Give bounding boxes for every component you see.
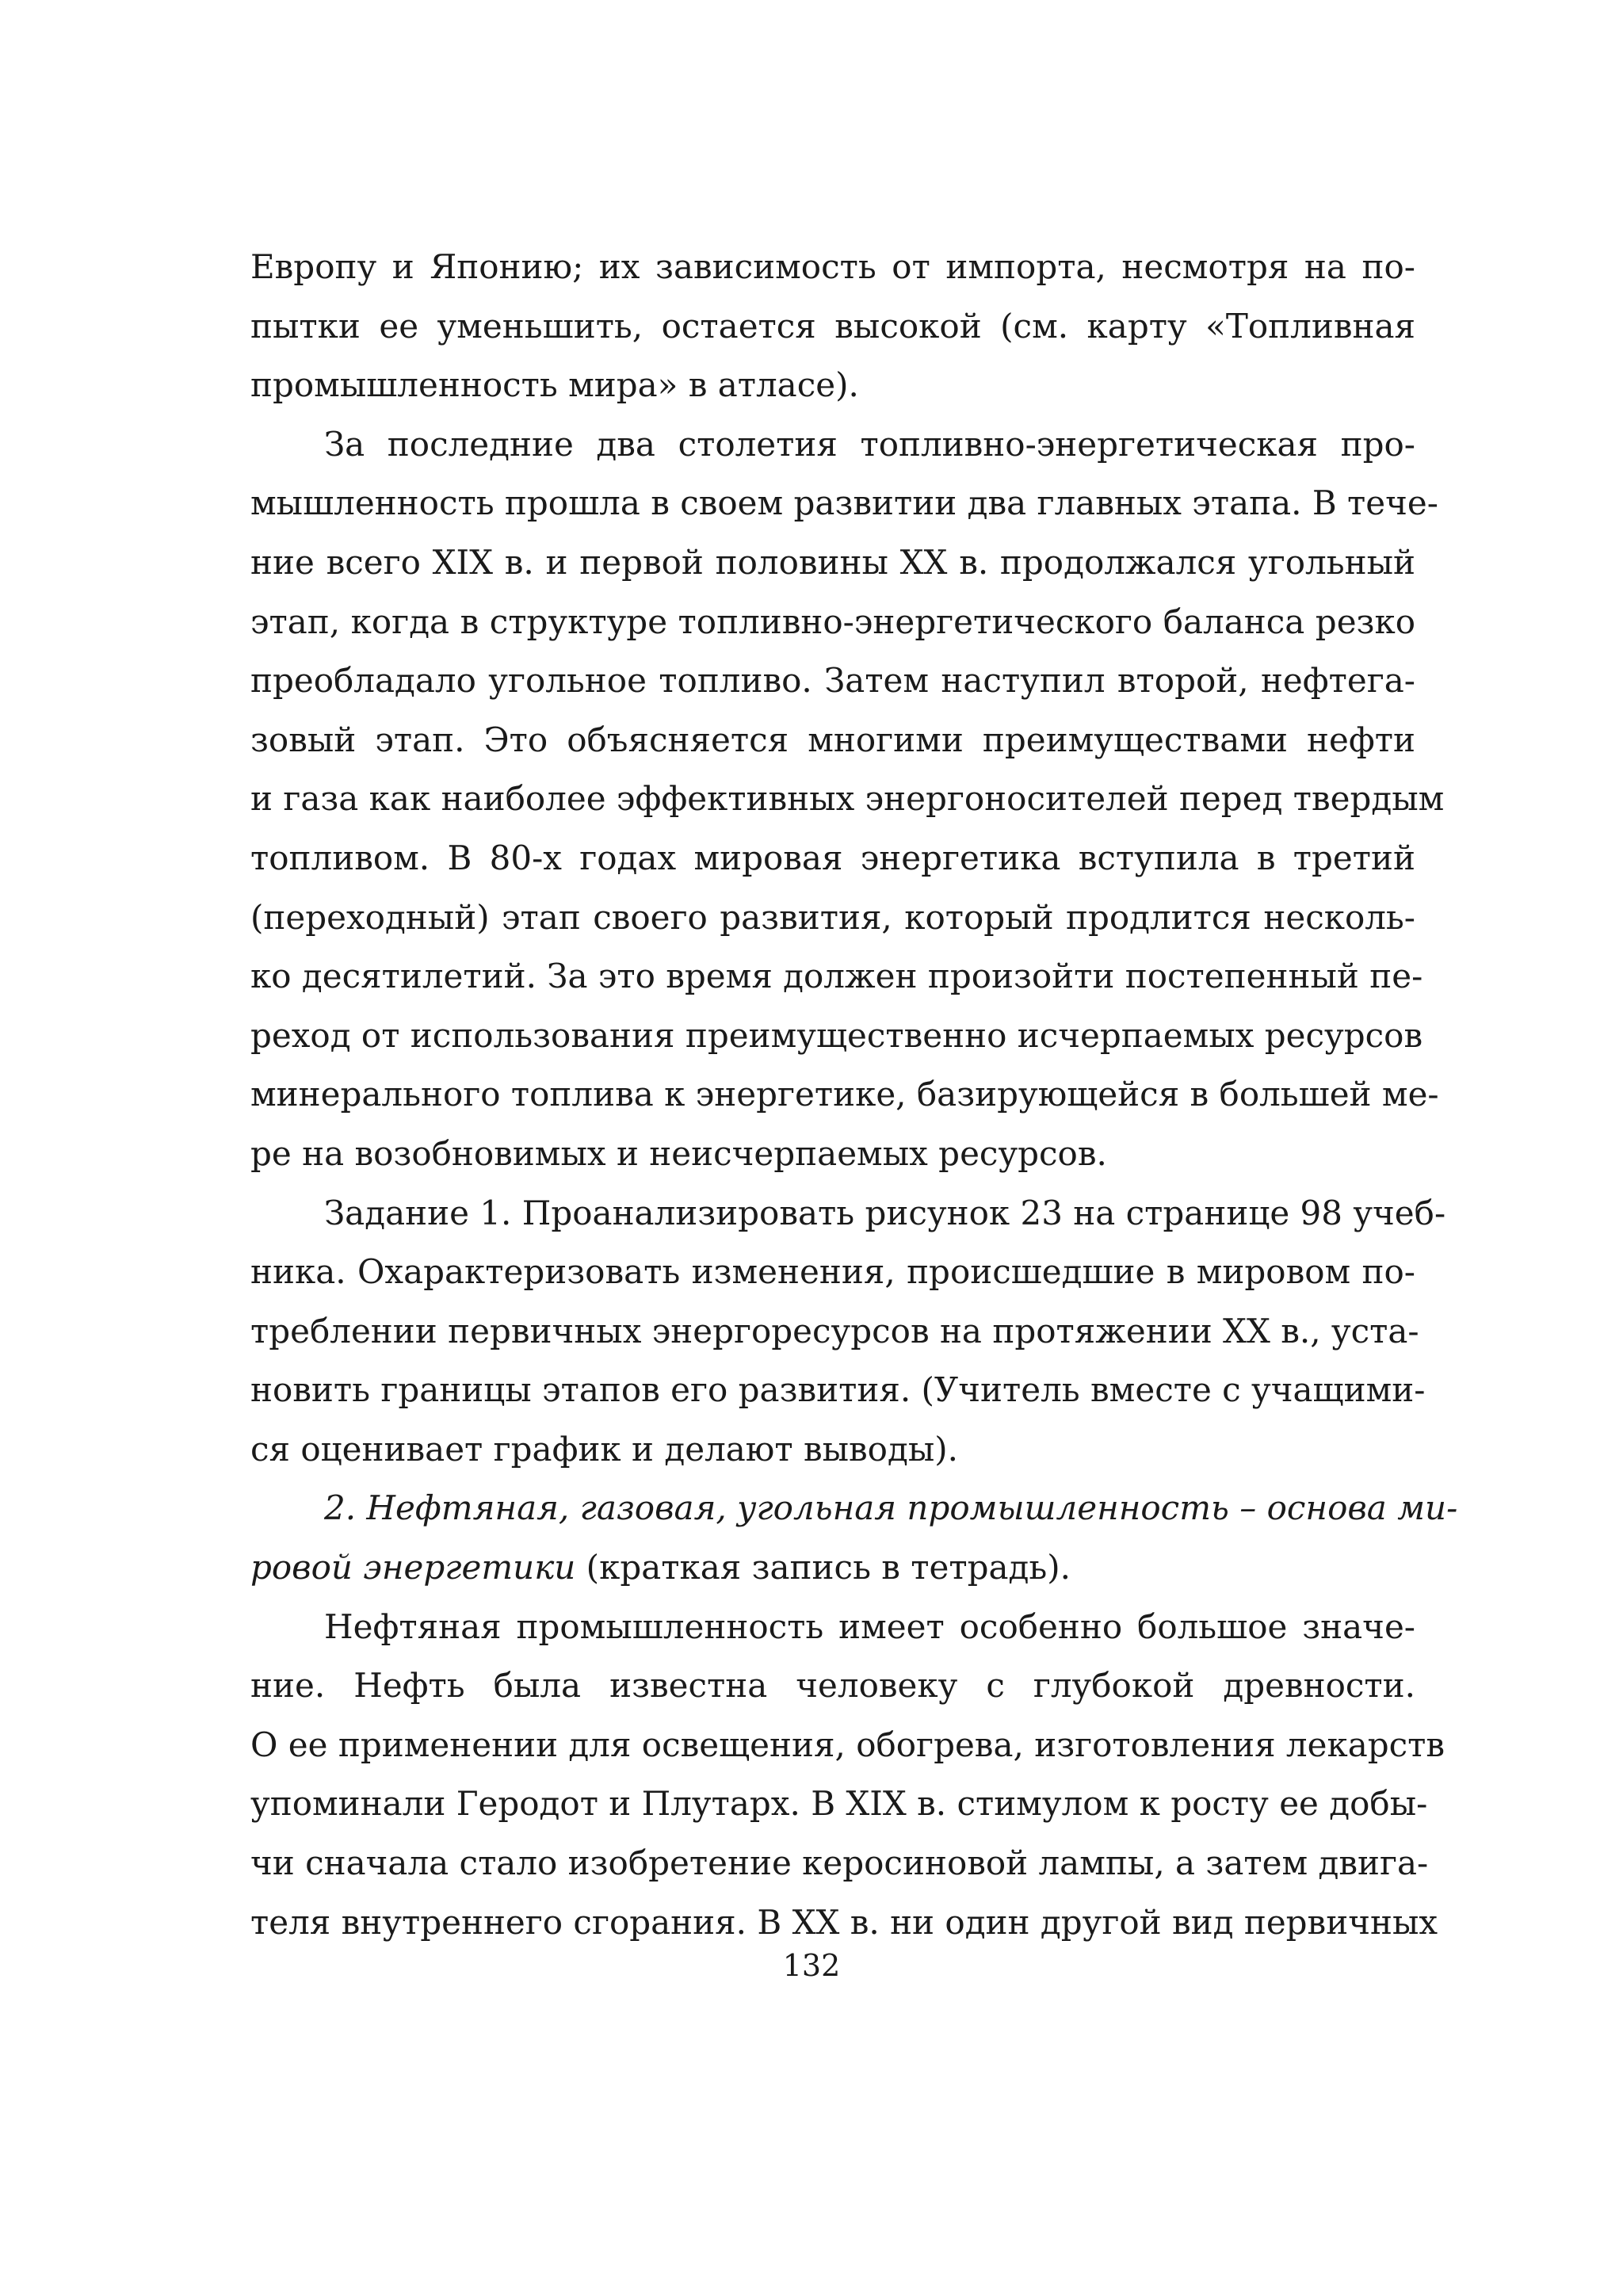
text-line: мышленность прошла в своем развитии два главных этапа. В тече-	[250, 483, 1438, 523]
text-line: О ее применении для освещения, обогрева, изготовления лекарств	[250, 1725, 1445, 1764]
text-line: упоминали Геродот и Плутарх. В XIX в. стимулом к росту ее добы-	[250, 1784, 1428, 1824]
text-line: новить границы этапов его развития. (Учитель вместе с учащими-	[250, 1370, 1426, 1410]
text-line: ние всего XIX в. и первой половины XX в. продолжался угольный	[250, 542, 1415, 582]
text-line: этап, когда в структуре топливно-энергетического баланса резко	[250, 602, 1415, 641]
text-line: ника. Охарактеризовать изменения, происшедшие в мировом по-	[250, 1252, 1415, 1292]
text-line: ре на возобновимых и неисчерпаемых ресурсов.	[250, 1133, 1107, 1173]
text-line	[250, 1538, 1415, 1598]
paragraph	[250, 238, 1415, 415]
text-line: реход от использования преимущественно исчерпаемых ресурсов	[250, 1015, 1423, 1055]
text-line: чи сначала стало изобретение керосиновой лампы, а затем двига-	[250, 1843, 1429, 1883]
text-line: Европу и Японию; их зависимость от импорта, несмотря на по-	[250, 247, 1415, 286]
text-line: (переходный) этап своего развития, который продлится несколь-	[250, 897, 1415, 937]
text-line: зовый этап. Это объясняется многими преимуществами нефти	[250, 720, 1415, 759]
page-body	[250, 238, 1458, 1952]
text-line: минерального топлива к энергетике, базирующейся в большей ме-	[250, 1075, 1439, 1114]
text-line: ко десятилетий. За это время должен произойти постепенный пе-	[250, 957, 1423, 996]
paragraph	[250, 1598, 1445, 1953]
plain-text: (краткая запись в тетрадь).	[575, 1548, 1071, 1587]
text-line: промышленность мира» в атласе).	[250, 365, 859, 405]
italic-text: 2. Нефтяная, газовая, угольная промышленность – основа ми-	[324, 1488, 1458, 1528]
page-number: 132	[782, 1948, 841, 1983]
text-line: пытки ее уменьшить, остается высокой (см. карту «Топливная	[250, 306, 1415, 346]
text-line: и газа как наиболее эффективных энергоносителей перед твердым	[250, 779, 1445, 819]
text-line: ние. Нефть была известна человеку с глубокой древности.	[250, 1666, 1415, 1706]
text-line	[250, 1479, 1458, 1538]
text-line: За последние два столетия топливно-энергетическая про-	[324, 424, 1415, 464]
text-line: топливом. В 80-х годах мировая энергетика вступила в третий	[250, 838, 1415, 877]
paragraph	[250, 1184, 1446, 1480]
text-line: теля внутреннего сгорания. В XX в. ни один другой вид первичных	[250, 1902, 1438, 1942]
text-line: преобладало угольное топливо. Затем наступил второй, нефтега-	[250, 661, 1415, 701]
text-line: ся оценивает график и делают выводы).	[250, 1429, 958, 1469]
italic-text: ровой энергетики	[250, 1548, 576, 1587]
section-heading	[250, 1479, 1458, 1597]
text-line: Нефтяная промышленность имеет особенно большое значе-	[324, 1606, 1415, 1646]
text-line: Задание 1. Проанализировать рисунок 23 на странице 98 учеб-	[324, 1193, 1446, 1232]
text-line: треблении первичных энергоресурсов на протяжении XX в., уста-	[250, 1311, 1419, 1350]
paragraph	[250, 415, 1445, 1184]
